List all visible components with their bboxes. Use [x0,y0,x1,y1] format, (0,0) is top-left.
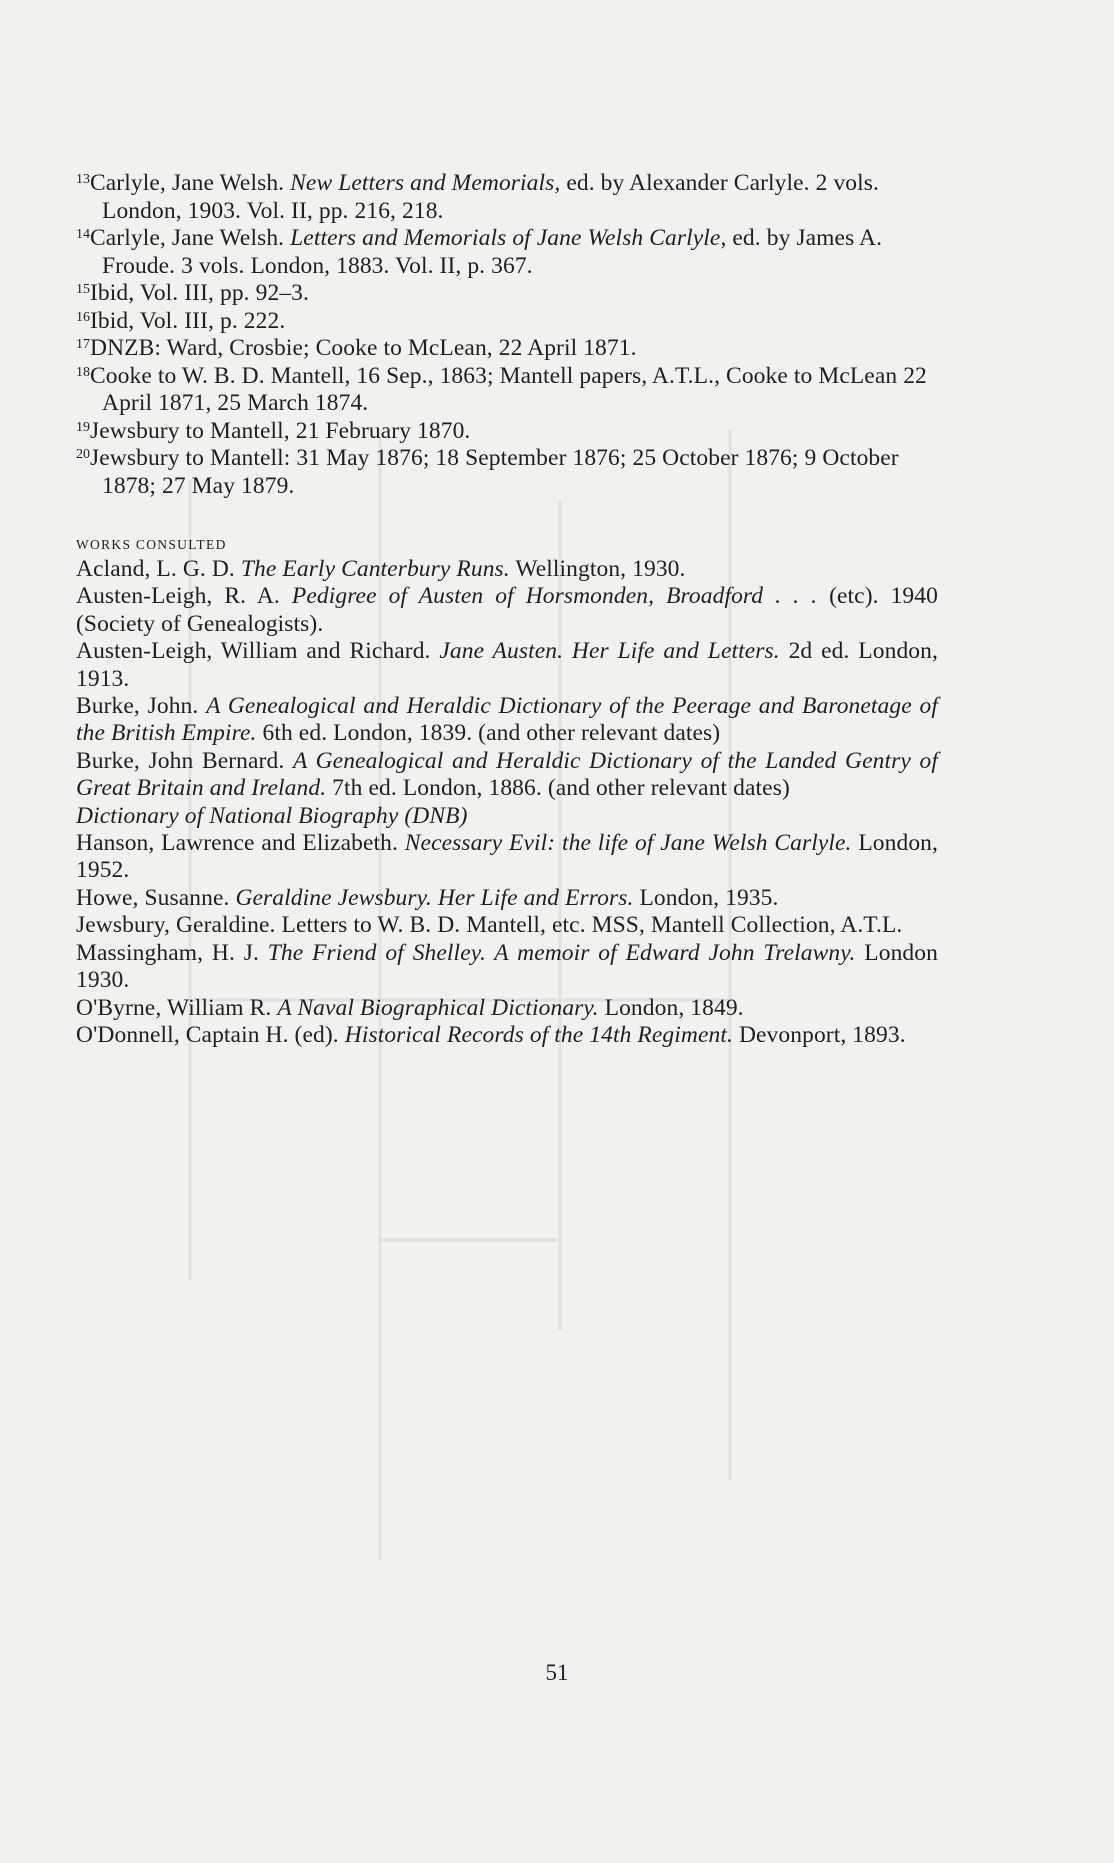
endnote [76,225,938,280]
italic-title: Necessary Evil: the life of Jane Welsh Carlyle. [404,830,852,857]
endnote [76,280,938,308]
note-number: 13 [76,172,90,187]
endnotes [76,170,938,500]
bibliography-entry [76,995,938,1022]
citation-text: Jewsbury, Geraldine. Letters to W. B. D. Mantell, etc. MSS, Mantell Collection, A.T.L. [76,912,903,939]
citation-text: Acland, L. G. D. [76,556,241,582]
citation-text: Carlyle, Jane Welsh. [90,170,291,196]
note-number: 20 [76,447,90,462]
note-number: 14 [76,227,90,242]
citation-text: 6th ed. London, 1839. (and other relevant dates) [256,720,721,747]
italic-title: Letters and Memorials of Jane Welsh Carlyle, [290,225,727,251]
italic-title: New Letters and Memorials, [290,170,561,196]
citation-text: London, 1849. [598,994,744,1021]
endnote [76,308,938,336]
citation-text: Burke, John. [76,693,207,720]
citation-text: Burke, John Bernard. [76,747,293,774]
bibliography-entry [76,1022,938,1049]
bibliography-entry [76,885,938,912]
citation-text: Massingham, H. J. [76,939,268,966]
endnote [76,418,938,446]
bibliography-entry [76,583,938,638]
citation-text: (etc). 1940 (Society of Genealogists). [76,583,938,637]
bibliography-entry [76,940,938,995]
citation-text: ed. by Alexander Carlyle. 2 vols. London, 1903. Vol. II, pp. 216, 218. [102,170,879,224]
bibliography-entry [76,912,938,939]
note-number: 19 [76,419,90,435]
italic-title: The Early Canterbury Runs. [240,556,510,582]
citation-text: Cooke to W. B. D. Mantell, 16 Sep., 1863; Mantell papers, A.T.L., Cooke to McLean 22 April 1871, 25 March 1874. [90,362,927,416]
citation-text: Jewsbury to Mantell: 31 May 1876; 18 September 1876; 25 October 1876; 9 October 1878; 27 May 1879. [90,445,899,499]
citation-text: Austen-Leigh, R. A. [76,583,292,610]
works-consulted-list [76,556,938,1049]
citation-text: 7th ed. London, 1886. (and other relevant dates) [326,775,790,802]
bibliography-entry [76,830,938,885]
citation-text: London, 1935. [633,884,779,911]
italic-title: Historical Records of the 14th Regiment. [344,1021,733,1048]
note-number: 16 [76,309,90,325]
citation-text: DNZB: Ward, Crosbie; Cooke to McLean, 22 April 1871. [90,335,637,361]
endnote [76,445,938,500]
citation-text: Ibid, Vol. III, pp. 92–3. [90,280,310,306]
bibliography-entry [76,638,938,693]
italic-title: Jane Austen. Her Life and Letters. [439,638,780,665]
citation-text: London, 1952. [76,830,938,884]
citation-text: Austen-Leigh, William and Richard. [76,638,440,665]
endnote [76,335,938,363]
citation-text: Howe, Susanne. [76,884,236,911]
citation-text: Jewsbury to Mantell, 21 February 1870. [90,417,471,444]
italic-title: Dictionary of National Biography (DNB) [76,802,468,829]
page-number: 51 [545,1660,569,1685]
citation-text: Wellington, 1930. [509,556,686,582]
note-number: 18 [76,364,90,380]
bibliography-entry [76,693,938,748]
citation-text: Hanson, Lawrence and Elizabeth. [76,830,405,857]
citation-text: O'Byrne, William R. [76,994,278,1021]
endnote [76,363,938,418]
endnote [76,170,938,225]
citation-text: ed. by James A. Froude. 3 vols. London, 1883. Vol. II, p. 367. [102,225,883,279]
italic-title: A Genealogical and Heraldic Dictionary of the Landed Gentry of Great Britain and Ireland. [76,747,938,802]
bibliography-entry [76,803,938,830]
citation-text: London 1930. [76,939,938,994]
italic-title: The Friend of Shelley. A memoir of Edward John Trelawny. [267,939,856,966]
italic-title: Geraldine Jewsbury. Her Life and Errors. [235,884,634,911]
bibliography-entry [76,748,938,803]
citation-text: O'Donnell, Captain H. (ed). [76,1021,345,1048]
citation-text: 2d ed. London, 1913. [76,638,938,692]
works-consulted-heading: WORKS CONSULTED [76,537,227,552]
bibliography-entry [76,556,938,583]
italic-title: A Genealogical and Heraldic Dictionary of the Peerage and Baronetage of the British Empire. [76,693,938,747]
citation-text: Devonport, 1893. [732,1021,906,1048]
note-number: 15 [76,282,90,297]
citation-text: Carlyle, Jane Welsh. [90,225,291,251]
italic-title: Pedigree of Austen of Horsmonden, Broadford . . . [291,583,818,610]
citation-text: Ibid, Vol. III, p. 222. [90,307,286,334]
italic-title: A Naval Biographical Dictionary. [277,994,599,1021]
note-number: 17 [76,337,90,352]
